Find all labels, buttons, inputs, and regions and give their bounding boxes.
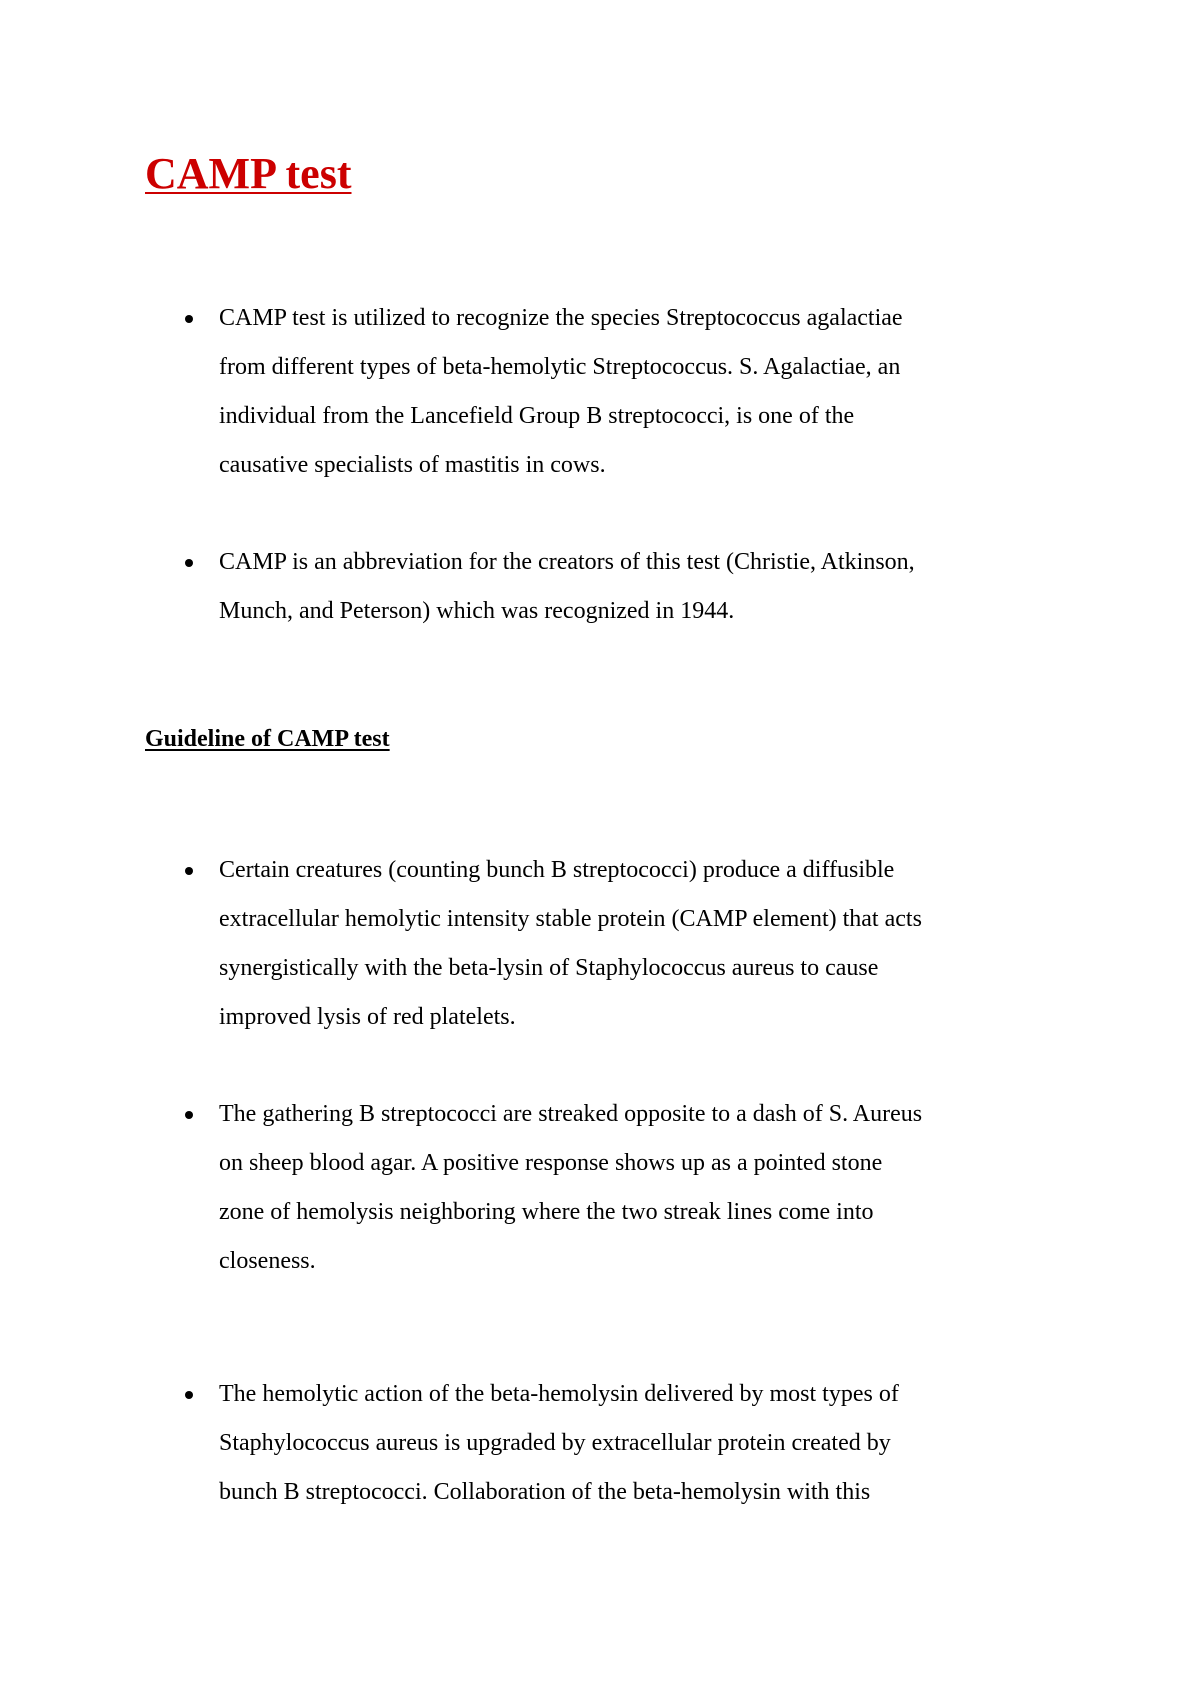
list-item-text: CAMP is an abbreviation for the creators of this test (Christie, Atkinson, Munch, and Peterson) which was recognized in 1944. [219, 549, 915, 624]
list-item-text: CAMP test is utilized to recognize the species Streptococcus agalactiae from different types of beta-hemolytic Streptococcus. S. Agalactiae, an individual from the Lancefield Group B streptococci, is one of the causative specialists of mastitis in cows. [219, 305, 903, 478]
bullet-icon [185, 1391, 193, 1399]
bullet-icon [185, 867, 193, 875]
list-item-text: The gathering B streptococci are streaked opposite to a dash of S. Aureus on sheep blood agar. A positive response shows up as a pointed stone zone of hemolysis neighboring where the two streak lines come into closeness. [219, 1101, 923, 1274]
bullet-icon [185, 559, 193, 567]
list-item [219, 294, 1099, 490]
section-heading: Guideline of CAMP test [145, 726, 390, 752]
page-title: CAMP test [145, 149, 352, 198]
list-item-text: The hemolytic action of the beta-hemolysin delivered by most types of Staphylococcus aureus is upgraded by extracellular protein created by bunch B streptococci. Collaboration of the beta-hemolysin with this [219, 1381, 899, 1505]
bullet-icon [185, 1111, 193, 1119]
bullet-icon [185, 315, 193, 323]
list-item [219, 846, 1099, 1042]
list-item-text: Certain creatures (counting bunch B streptococci) produce a diffusible extracellular hemolytic intensity stable protein (CAMP element) that acts synergistically with the beta-lysin of Staphylococcus aureus to cause improved lysis of red platelets. [219, 857, 922, 1030]
list-item [219, 1090, 1099, 1286]
list-item [219, 538, 1099, 636]
list-item [219, 1370, 1099, 1517]
